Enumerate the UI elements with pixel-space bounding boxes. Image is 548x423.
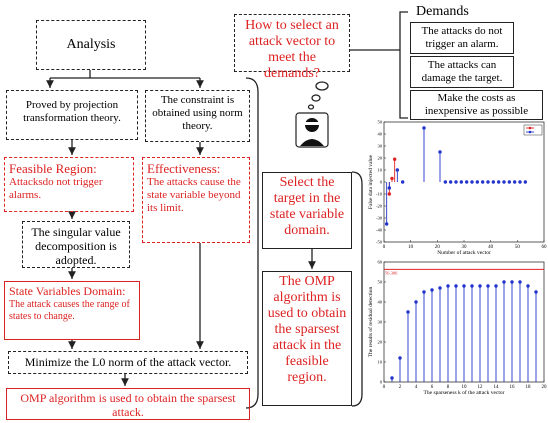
y-tick-label: -50 [376, 239, 382, 245]
y-tick-label: 40 [377, 299, 382, 305]
analysis-label: Analysis [66, 37, 116, 52]
singular-value-text: The singular value decomposition is adopted. [31, 225, 121, 267]
demand-item-3-text: Make the costs as inexpensive as possible [424, 92, 529, 117]
stem-marker [494, 284, 497, 287]
state-domain-body: The attack causes the range of states to change. [9, 299, 130, 322]
x-axis-label: Number of attack vector [437, 250, 491, 256]
x-tick-label: 20 [434, 245, 440, 250]
x-tick-label: 20 [541, 385, 547, 390]
stem-marker [414, 300, 417, 303]
stem-marker [478, 284, 481, 287]
stem-marker [470, 284, 473, 287]
stem-marker [454, 284, 457, 287]
stem-marker [502, 280, 505, 283]
stem-marker [398, 356, 401, 359]
state-domain-title: State Variables Domain: [9, 284, 126, 298]
x-tick-label: 10 [461, 385, 467, 390]
x-tick-label: 50 [514, 245, 520, 250]
x-tick-label: 18 [525, 385, 531, 390]
y-tick-label: 0 [379, 179, 382, 185]
norm-text: The constraint is obtained using norm theory. [152, 94, 243, 132]
stem-marker [390, 376, 393, 379]
select-target-text: Select the target in the state variable domain. [269, 175, 345, 238]
y-tick-label: 50 [377, 279, 382, 285]
demands-title: Demands [416, 4, 469, 19]
stem-marker [430, 288, 433, 291]
x-axis-label: The sparseness k of the attack vector [423, 390, 505, 396]
y-tick-label: 10 [377, 167, 382, 173]
x-tick-label: 16 [509, 385, 515, 390]
stem-marker [526, 284, 529, 287]
threshold-label: 56.306 [385, 270, 398, 276]
y-axis-label: The results of residual detection [368, 286, 374, 358]
y-tick-label: 50 [377, 119, 382, 125]
demand-item-1-text: The attacks do not trigger an alarm. [421, 25, 503, 50]
x-tick-label: 6 [430, 385, 434, 390]
x-tick-label: 40 [488, 245, 494, 250]
x-tick-label: 8 [446, 385, 450, 390]
y-tick-label: 60 [377, 259, 382, 265]
x-tick-label: 0 [382, 385, 386, 390]
stem-marker [518, 280, 521, 283]
x-tick-label: 60 [541, 245, 547, 250]
projection-text: Proved by projection transformation theory. [23, 99, 121, 124]
x-tick-label: 2 [398, 385, 402, 390]
omp-mid-text: The OMP algorithm is used to obtain the sparsest attack in the feasible region. [267, 274, 347, 385]
stem-marker [510, 280, 513, 283]
x-tick-label: 12 [477, 385, 483, 390]
minimize-text: Minimize the L0 norm of the attack vector. [24, 355, 232, 369]
y-tick-label: -10 [376, 191, 382, 197]
y-tick-label: -20 [376, 203, 382, 209]
effectiveness-title: Effectiveness: [147, 161, 221, 176]
stem-marker [486, 284, 489, 287]
y-tick-label: 0 [379, 379, 382, 385]
stem-marker [462, 284, 465, 287]
y-tick-label: 10 [377, 359, 382, 365]
y-tick-label: 20 [377, 339, 382, 345]
y-tick-label: 30 [377, 143, 382, 149]
question-text: How to select an attack vector to meet the demands? [245, 18, 339, 81]
y-tick-label: -30 [376, 215, 382, 221]
stem-marker [446, 284, 449, 287]
x-tick-label: 14 [493, 385, 499, 390]
stem-marker [422, 290, 425, 293]
feasible-title: Feasible Region: [9, 161, 97, 176]
stem-marker [534, 290, 537, 293]
feasible-body: Attacksdo not trigger alarms. [9, 176, 103, 201]
stem-marker [438, 286, 441, 289]
demand-item-2-text: The attacks can damage the target. [421, 59, 503, 84]
effectiveness-body: The attacks cause the state variable beyond its limit. [147, 176, 241, 214]
omp-bottom-text: OMP algorithm is used to obtain the sparsest attack. [20, 391, 236, 419]
y-axis-label: False data injected value [368, 154, 374, 210]
y-tick-label: 20 [377, 155, 382, 161]
x-tick-label: 30 [461, 245, 467, 250]
x-tick-label: 0 [382, 245, 386, 250]
x-tick-label: 4 [414, 385, 418, 390]
y-tick-label: -40 [376, 227, 382, 233]
stem-marker [406, 310, 409, 313]
y-tick-label: 40 [377, 131, 382, 137]
x-tick-label: 10 [408, 245, 414, 250]
y-tick-label: 30 [377, 319, 382, 325]
